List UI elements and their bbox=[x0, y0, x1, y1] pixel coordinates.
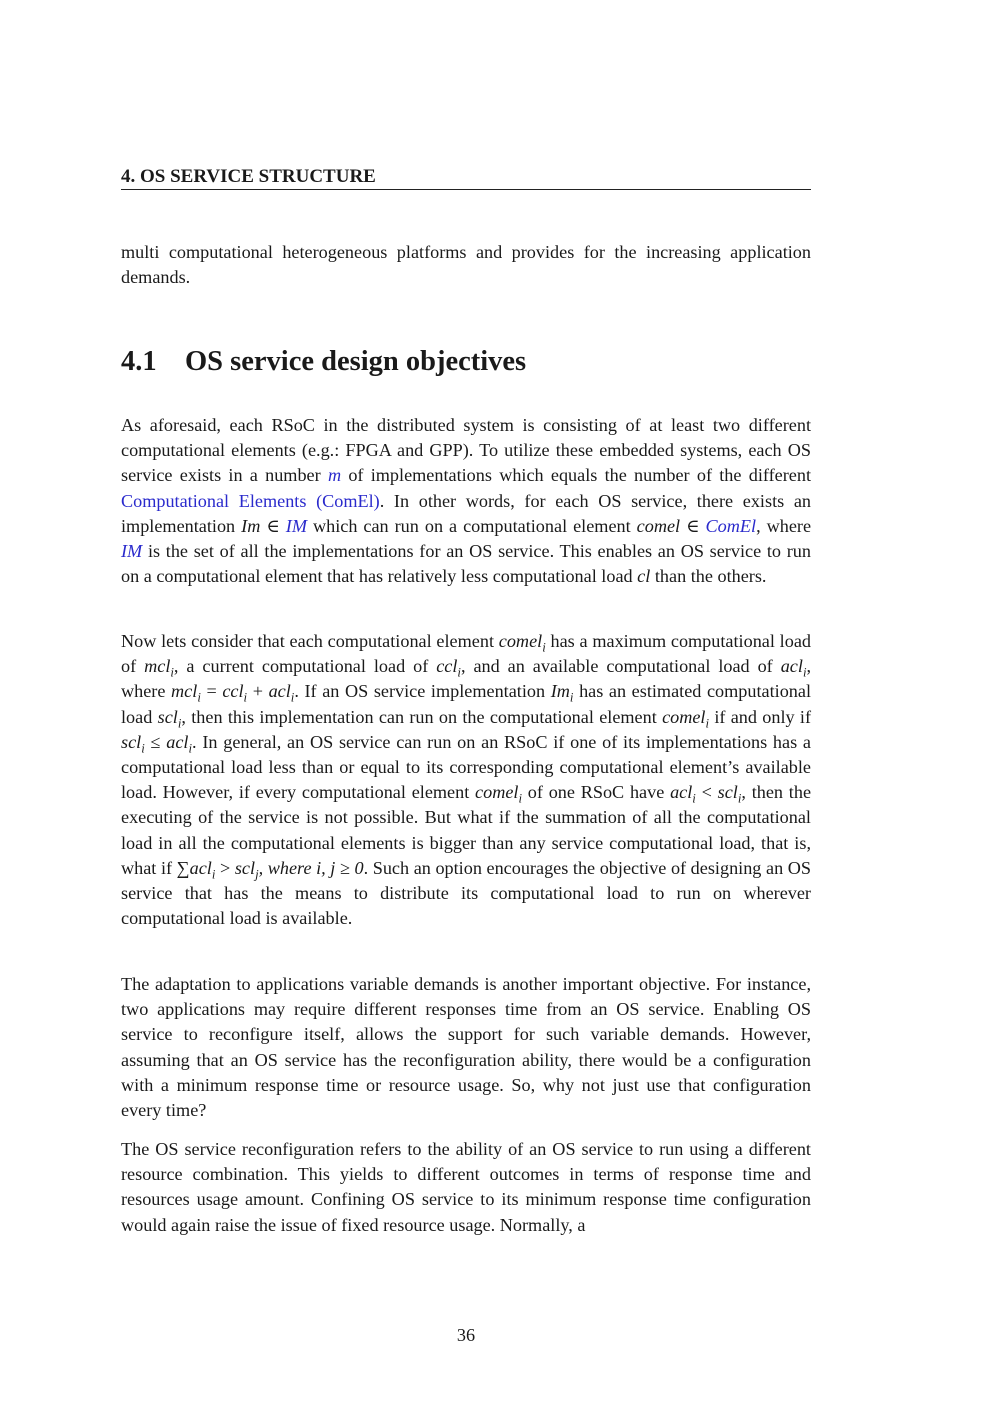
section-title: OS service design objectives bbox=[185, 346, 527, 377]
paragraph-4: The OS service reconfiguration refers to the ability of an OS service to run using a different resource combination. This yields to different outcomes in terms of response time and resources usage amount. Confining OS service to its minimum response time configuration would again raise the issue of fixed resource usage. Normally, a bbox=[121, 1139, 811, 1235]
im-link-2[interactable]: IM bbox=[121, 541, 143, 562]
running-header: 4. OS SERVICE STRUCTURE bbox=[121, 166, 811, 190]
section-heading bbox=[121, 345, 811, 379]
intro-paragraph: multi computational heterogeneous platforms and provides for the increasing application demands. bbox=[121, 242, 811, 288]
im-link[interactable]: IM bbox=[285, 515, 307, 536]
section-number: 4.1 bbox=[121, 346, 157, 377]
comel-math-link[interactable]: ComEl bbox=[705, 515, 757, 536]
paragraph-2: Now lets consider that each computational element comel$_i$ has a maximum computational load of mcl$_i$, a current computational load of ccl$_i$, and an available computational load of acl$_i$, where mcl$_i$ = ccl$_i$ + acl$_i$. If an OS service implementation $Im_i$ has an estimated computational load scl$_i$, then this implementation can run on the computational element comel$_i$ if and only if scl$_i$ ≤ acl$_i$. In general, an OS service can run on an RSoC if one of its implementations has a computational load less than or equal to its corresponding computational element’s available load. However, if every computational element comel$_i$ of one RSoC have acl$_i$ < scl$_i$, then the executing of the service is not possible. But what if the summation of all the computational load in all the computational elements is bigger than any service computational load, that is, what if ∑acl$_i$ > scl$_j$, where i, j ≥ 0. Such an option encourages the objective of designing an OS service that has the means to distribute its computational load to run on wherever computational load is available. bbox=[121, 631, 812, 929]
paragraph-3: The adaptation to applications variable demands is another important objective. For instance, two applications may require different responses time from an OS service. Enabling OS service to reconfigure itself, allows the support for such variable demands. However, assuming that an OS service has the reconfiguration ability, there would be a configuration with a minimum response time or resource usage. So, why not just use that configuration every time? bbox=[121, 974, 811, 1121]
math-m: m bbox=[327, 465, 342, 486]
comel-link[interactable]: Computational Elements (ComEl) bbox=[121, 490, 380, 511]
page-number: 36 bbox=[456, 1325, 476, 1345]
paragraph-1: As aforesaid, each RSoC in the distributed system is consisting of at least two different computational elements (e.g.: FPGA and GPP). To utilize these embedded systems, each OS service exists in a number m of implementations which equals the number of the different Computational Elements (ComEl). In other words, for each OS service, there exists an implementation Im ∈ IM which can run on a computational element comel ∈ ComEl, where IM is the set of all the implementations for an OS service. This enables an OS service to run on a computational element that has relatively less computational load cl than the others. bbox=[121, 415, 812, 587]
